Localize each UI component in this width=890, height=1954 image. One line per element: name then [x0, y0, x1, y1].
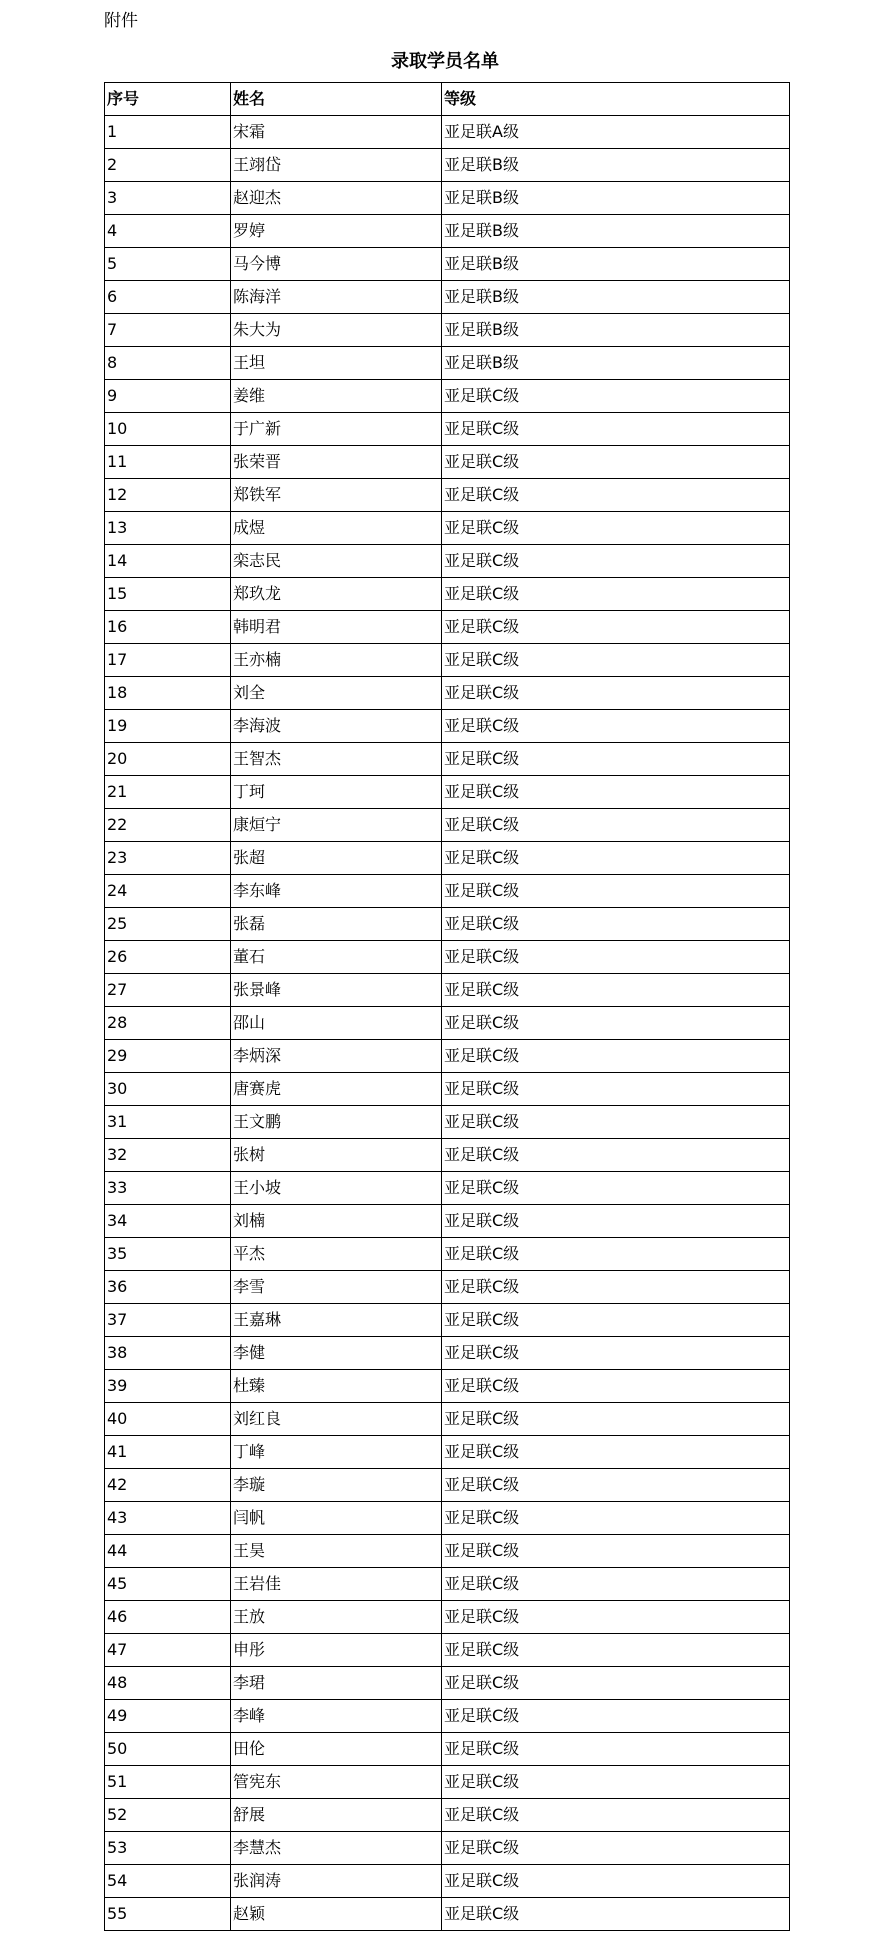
cell-index: 50: [105, 1733, 231, 1766]
cell-index: 25: [105, 908, 231, 941]
cell-name: 丁珂: [231, 776, 442, 809]
table-row: [105, 1007, 790, 1040]
table-row: [105, 545, 790, 578]
cell-index: 9: [105, 380, 231, 413]
cell-name: 田伦: [231, 1733, 442, 1766]
cell-index: 16: [105, 611, 231, 644]
cell-index: 1: [105, 116, 231, 149]
cell-level: 亚足联C级: [442, 1304, 790, 1337]
table-row: [105, 314, 790, 347]
cell-name: 董石: [231, 941, 442, 974]
cell-name: 李炳深: [231, 1040, 442, 1073]
cell-index: 10: [105, 413, 231, 446]
cell-index: 54: [105, 1865, 231, 1898]
cell-level: 亚足联C级: [442, 1007, 790, 1040]
cell-level: 亚足联C级: [442, 1337, 790, 1370]
cell-index: 51: [105, 1766, 231, 1799]
cell-index: 48: [105, 1667, 231, 1700]
cell-index: 15: [105, 578, 231, 611]
cell-level: 亚足联C级: [442, 1898, 790, 1931]
cell-name: 马今博: [231, 248, 442, 281]
cell-level: 亚足联C级: [442, 1667, 790, 1700]
cell-index: 26: [105, 941, 231, 974]
cell-index: 46: [105, 1601, 231, 1634]
cell-level: 亚足联C级: [442, 1403, 790, 1436]
cell-name: 赵颖: [231, 1898, 442, 1931]
table-row: [105, 743, 790, 776]
attachment-label: 附件: [104, 11, 138, 31]
table-row: [105, 1172, 790, 1205]
cell-level: 亚足联C级: [442, 1370, 790, 1403]
cell-name: 王文鹏: [231, 1106, 442, 1139]
cell-level: 亚足联C级: [442, 1040, 790, 1073]
table-row: [105, 1898, 790, 1931]
cell-level: 亚足联C级: [442, 1238, 790, 1271]
cell-index: 3: [105, 182, 231, 215]
cell-level: 亚足联C级: [442, 974, 790, 1007]
table-header-row: [105, 83, 790, 116]
cell-name: 唐赛虎: [231, 1073, 442, 1106]
table-row: [105, 1535, 790, 1568]
cell-level: 亚足联B级: [442, 182, 790, 215]
cell-name: 李健: [231, 1337, 442, 1370]
table-row: [105, 611, 790, 644]
cell-index: 21: [105, 776, 231, 809]
cell-name: 张树: [231, 1139, 442, 1172]
cell-index: 24: [105, 875, 231, 908]
cell-name: 栾志民: [231, 545, 442, 578]
table-row: [105, 380, 790, 413]
table-row: [105, 1568, 790, 1601]
table-row: [105, 1436, 790, 1469]
cell-name: 张超: [231, 842, 442, 875]
cell-level: 亚足联C级: [442, 776, 790, 809]
table-row: [105, 1073, 790, 1106]
table-row: [105, 1304, 790, 1337]
table-row: [105, 710, 790, 743]
table-row: [105, 1271, 790, 1304]
cell-name: 王昊: [231, 1535, 442, 1568]
table-row: [105, 215, 790, 248]
cell-level: 亚足联C级: [442, 1700, 790, 1733]
cell-index: 6: [105, 281, 231, 314]
cell-index: 12: [105, 479, 231, 512]
cell-index: 28: [105, 1007, 231, 1040]
table-row: [105, 941, 790, 974]
cell-name: 陈海洋: [231, 281, 442, 314]
cell-index: 19: [105, 710, 231, 743]
cell-name: 赵迎杰: [231, 182, 442, 215]
cell-index: 40: [105, 1403, 231, 1436]
cell-index: 43: [105, 1502, 231, 1535]
admitted-trainees-table: [104, 82, 790, 1931]
cell-index: 47: [105, 1634, 231, 1667]
cell-name: 刘红良: [231, 1403, 442, 1436]
cell-index: 20: [105, 743, 231, 776]
cell-index: 7: [105, 314, 231, 347]
cell-name: 姜维: [231, 380, 442, 413]
cell-name: 平杰: [231, 1238, 442, 1271]
cell-level: 亚足联C级: [442, 1502, 790, 1535]
cell-name: 宋霜: [231, 116, 442, 149]
cell-name: 刘楠: [231, 1205, 442, 1238]
cell-index: 36: [105, 1271, 231, 1304]
cell-index: 17: [105, 644, 231, 677]
cell-name: 丁峰: [231, 1436, 442, 1469]
cell-level: 亚足联C级: [442, 413, 790, 446]
table-row: [105, 644, 790, 677]
cell-name: 郑玖龙: [231, 578, 442, 611]
table-row: [105, 479, 790, 512]
cell-name: 王小坡: [231, 1172, 442, 1205]
cell-name: 李璇: [231, 1469, 442, 1502]
cell-index: 8: [105, 347, 231, 380]
cell-index: 2: [105, 149, 231, 182]
cell-index: 35: [105, 1238, 231, 1271]
table-row: [105, 1832, 790, 1865]
cell-level: 亚足联C级: [442, 1073, 790, 1106]
cell-index: 31: [105, 1106, 231, 1139]
cell-index: 37: [105, 1304, 231, 1337]
table-row: [105, 116, 790, 149]
cell-name: 管宪东: [231, 1766, 442, 1799]
cell-name: 成煜: [231, 512, 442, 545]
cell-level: 亚足联C级: [442, 710, 790, 743]
table-row: [105, 149, 790, 182]
table-row: [105, 842, 790, 875]
table-row: [105, 1040, 790, 1073]
table-row: [105, 446, 790, 479]
cell-level: 亚足联C级: [442, 446, 790, 479]
cell-name: 申彤: [231, 1634, 442, 1667]
table-row: [105, 182, 790, 215]
table-row: [105, 1766, 790, 1799]
cell-level: 亚足联B级: [442, 149, 790, 182]
cell-level: 亚足联C级: [442, 1172, 790, 1205]
cell-name: 王亦楠: [231, 644, 442, 677]
cell-index: 30: [105, 1073, 231, 1106]
cell-index: 11: [105, 446, 231, 479]
table-row: [105, 1139, 790, 1172]
table-row: [105, 1799, 790, 1832]
cell-level: 亚足联C级: [442, 1436, 790, 1469]
table-row: [105, 248, 790, 281]
cell-index: 14: [105, 545, 231, 578]
cell-level: 亚足联C级: [442, 1766, 790, 1799]
cell-index: 45: [105, 1568, 231, 1601]
table-row: [105, 1601, 790, 1634]
cell-level: 亚足联C级: [442, 1535, 790, 1568]
cell-level: 亚足联C级: [442, 578, 790, 611]
cell-index: 33: [105, 1172, 231, 1205]
cell-level: 亚足联C级: [442, 1271, 790, 1304]
cell-index: 23: [105, 842, 231, 875]
table-row: [105, 1733, 790, 1766]
cell-index: 49: [105, 1700, 231, 1733]
cell-index: 13: [105, 512, 231, 545]
cell-level: 亚足联B级: [442, 281, 790, 314]
cell-name: 韩明君: [231, 611, 442, 644]
table-row: [105, 1370, 790, 1403]
cell-name: 舒展: [231, 1799, 442, 1832]
table-row: [105, 347, 790, 380]
cell-name: 张润涛: [231, 1865, 442, 1898]
cell-level: 亚足联C级: [442, 842, 790, 875]
header-name: 姓名: [231, 83, 442, 116]
cell-level: 亚足联C级: [442, 1634, 790, 1667]
cell-name: 邵山: [231, 1007, 442, 1040]
cell-name: 李珺: [231, 1667, 442, 1700]
cell-level: 亚足联C级: [442, 1832, 790, 1865]
cell-name: 王嘉琳: [231, 1304, 442, 1337]
cell-name: 于广新: [231, 413, 442, 446]
cell-index: 55: [105, 1898, 231, 1931]
cell-level: 亚足联A级: [442, 116, 790, 149]
cell-level: 亚足联C级: [442, 545, 790, 578]
table-row: [105, 974, 790, 1007]
cell-level: 亚足联C级: [442, 743, 790, 776]
cell-name: 王岩佳: [231, 1568, 442, 1601]
cell-level: 亚足联C级: [442, 380, 790, 413]
cell-index: 34: [105, 1205, 231, 1238]
cell-index: 38: [105, 1337, 231, 1370]
cell-name: 张景峰: [231, 974, 442, 1007]
cell-name: 王翊岱: [231, 149, 442, 182]
cell-level: 亚足联C级: [442, 1106, 790, 1139]
cell-name: 康烜宁: [231, 809, 442, 842]
header-level: 等级: [442, 83, 790, 116]
table-row: [105, 1403, 790, 1436]
cell-level: 亚足联B级: [442, 215, 790, 248]
table-row: [105, 908, 790, 941]
cell-level: 亚足联C级: [442, 875, 790, 908]
cell-level: 亚足联C级: [442, 1205, 790, 1238]
table-body: [105, 116, 790, 1931]
table-row: [105, 1469, 790, 1502]
cell-index: 52: [105, 1799, 231, 1832]
cell-name: 李雪: [231, 1271, 442, 1304]
document-title: 录取学员名单: [391, 51, 499, 72]
cell-name: 李海波: [231, 710, 442, 743]
table-row: [105, 1634, 790, 1667]
cell-name: 李慧杰: [231, 1832, 442, 1865]
table-row: [105, 677, 790, 710]
cell-level: 亚足联C级: [442, 1469, 790, 1502]
table-row: [105, 1502, 790, 1535]
cell-index: 44: [105, 1535, 231, 1568]
cell-name: 刘全: [231, 677, 442, 710]
cell-level: 亚足联B级: [442, 347, 790, 380]
cell-name: 闫帆: [231, 1502, 442, 1535]
header-index: 序号: [105, 83, 231, 116]
table-row: [105, 281, 790, 314]
cell-index: 42: [105, 1469, 231, 1502]
table-row: [105, 512, 790, 545]
cell-name: 张荣晋: [231, 446, 442, 479]
cell-level: 亚足联C级: [442, 1865, 790, 1898]
table-row: [105, 809, 790, 842]
cell-index: 18: [105, 677, 231, 710]
cell-level: 亚足联C级: [442, 1799, 790, 1832]
cell-level: 亚足联C级: [442, 644, 790, 677]
cell-level: 亚足联C级: [442, 677, 790, 710]
cell-level: 亚足联C级: [442, 1601, 790, 1634]
cell-name: 王放: [231, 1601, 442, 1634]
table-row: [105, 1667, 790, 1700]
table-row: [105, 1238, 790, 1271]
table-row: [105, 1865, 790, 1898]
cell-level: 亚足联C级: [442, 1568, 790, 1601]
cell-level: 亚足联C级: [442, 611, 790, 644]
cell-index: 53: [105, 1832, 231, 1865]
cell-name: 张磊: [231, 908, 442, 941]
table-row: [105, 1106, 790, 1139]
table-row: [105, 875, 790, 908]
cell-index: 27: [105, 974, 231, 1007]
cell-name: 李东峰: [231, 875, 442, 908]
cell-level: 亚足联B级: [442, 314, 790, 347]
cell-name: 王坦: [231, 347, 442, 380]
cell-name: 朱大为: [231, 314, 442, 347]
cell-index: 39: [105, 1370, 231, 1403]
table-row: [105, 413, 790, 446]
cell-level: 亚足联C级: [442, 1139, 790, 1172]
table-row: [105, 1700, 790, 1733]
cell-index: 4: [105, 215, 231, 248]
table-row: [105, 1205, 790, 1238]
cell-index: 41: [105, 1436, 231, 1469]
cell-level: 亚足联C级: [442, 479, 790, 512]
cell-level: 亚足联C级: [442, 809, 790, 842]
table-row: [105, 578, 790, 611]
table-row: [105, 1337, 790, 1370]
cell-level: 亚足联C级: [442, 941, 790, 974]
cell-level: 亚足联C级: [442, 512, 790, 545]
cell-name: 王智杰: [231, 743, 442, 776]
cell-level: 亚足联B级: [442, 248, 790, 281]
cell-index: 29: [105, 1040, 231, 1073]
cell-name: 李峰: [231, 1700, 442, 1733]
cell-level: 亚足联C级: [442, 1733, 790, 1766]
cell-name: 杜臻: [231, 1370, 442, 1403]
cell-level: 亚足联C级: [442, 908, 790, 941]
cell-index: 5: [105, 248, 231, 281]
cell-index: 32: [105, 1139, 231, 1172]
cell-name: 罗婷: [231, 215, 442, 248]
cell-index: 22: [105, 809, 231, 842]
cell-name: 郑铁军: [231, 479, 442, 512]
table-row: [105, 776, 790, 809]
